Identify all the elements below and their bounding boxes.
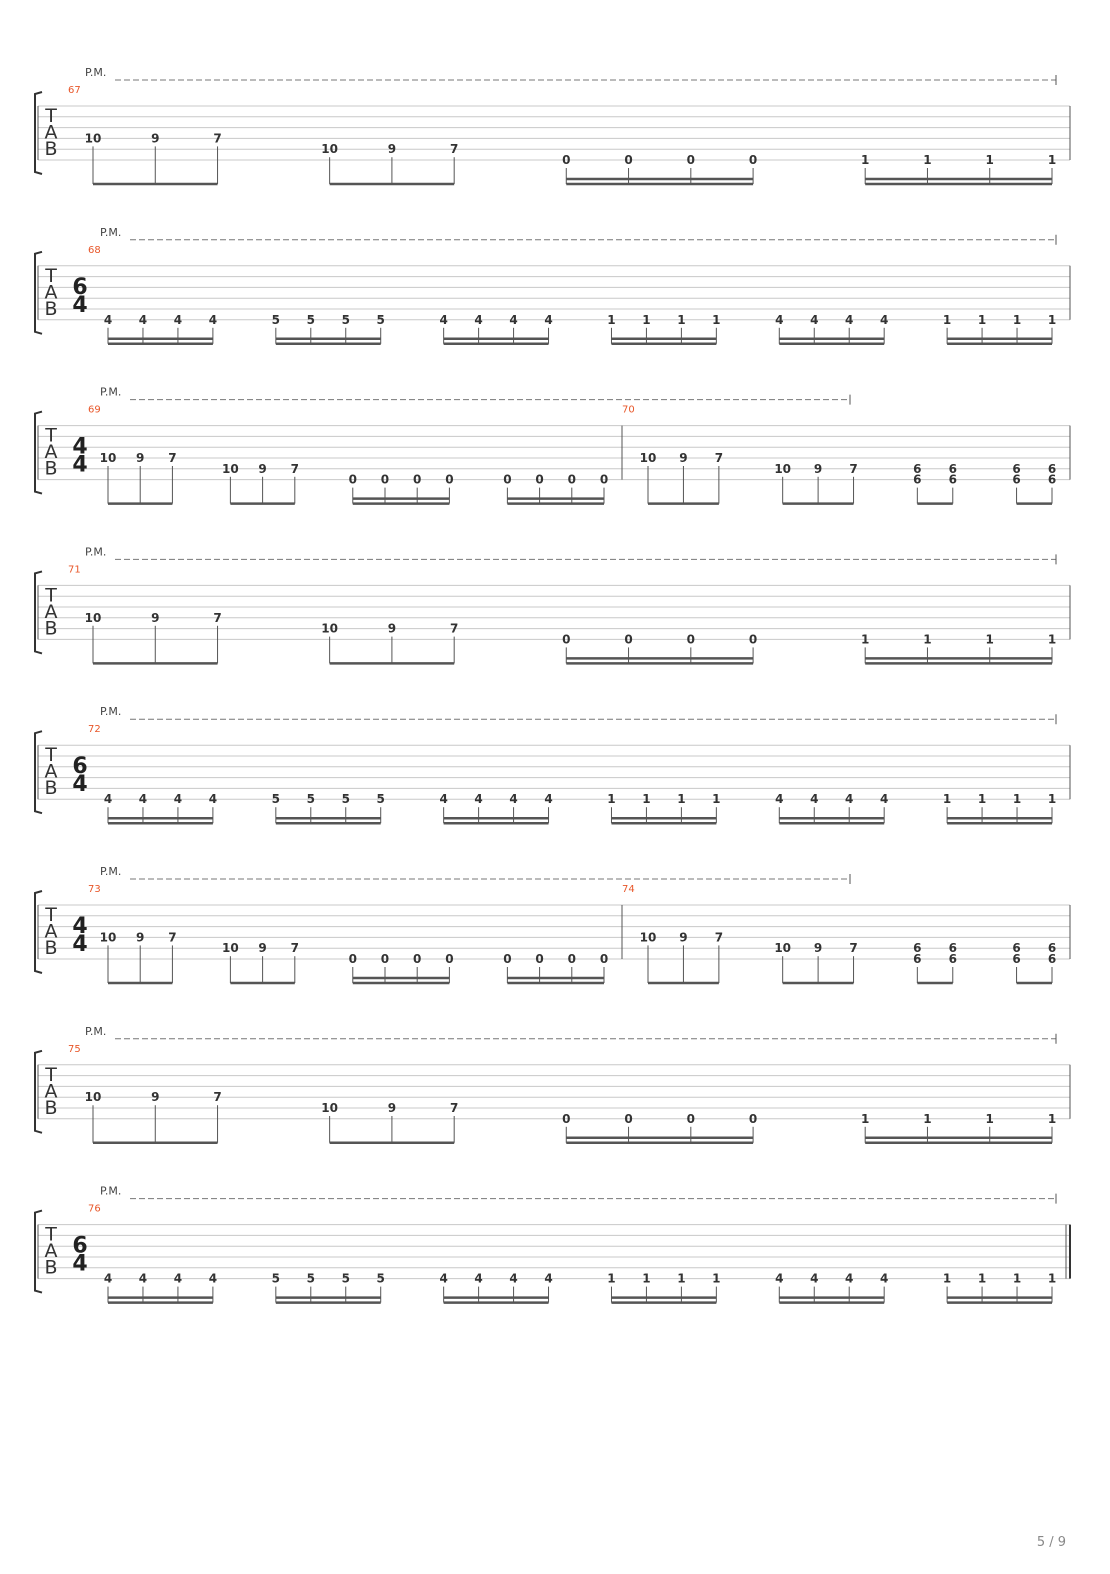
fret-number: 4 [879, 312, 889, 327]
fret-number: 4 [138, 792, 148, 807]
fret-number: 10 [84, 610, 102, 625]
fret-number: 0 [445, 952, 454, 966]
bar-number: 76 [88, 1203, 101, 1215]
fret-number: 6 [913, 461, 922, 476]
fret-number: 0 [624, 632, 633, 647]
tab-clef-letter: A [44, 281, 58, 304]
palm-mute-label: P.M. [100, 865, 122, 878]
palm-mute-label: P.M. [100, 385, 122, 399]
tab-clef-letter: T [45, 1063, 57, 1086]
palm-mute-label: P.M. [85, 66, 107, 79]
fret-number: 4 [775, 1271, 784, 1286]
fret-number: 0 [535, 952, 544, 966]
tab-clef-letter: A [44, 760, 58, 783]
fret-number: 5 [376, 312, 385, 327]
fret-number: 5 [341, 312, 350, 327]
fret-number: 9 [387, 1101, 397, 1115]
fret-number: 0 [413, 952, 422, 966]
palm-mute-label: P.M. [100, 225, 122, 239]
fret-number: 0 [624, 1111, 633, 1126]
fret-number: 1 [985, 153, 994, 167]
fret-number: 0 [445, 472, 454, 487]
fret-number: 4 [439, 312, 448, 327]
fret-number: 1 [923, 632, 932, 647]
fret-number: 4 [439, 1271, 448, 1286]
tab-clef-letter: T [45, 424, 57, 447]
fret-number: 4 [810, 312, 819, 327]
fret-number: 9 [136, 930, 145, 945]
fret-number: 6 [1047, 941, 1057, 956]
fret-number: 5 [306, 792, 315, 807]
fret-number: 10 [84, 131, 102, 146]
fret-number: 9 [151, 610, 160, 625]
fret-number: 5 [376, 792, 385, 807]
fret-number: 6 [1047, 952, 1057, 966]
time-signature-top: 4 [72, 434, 88, 460]
fret-number: 1 [1047, 153, 1057, 167]
tab-clef-letter: A [44, 920, 58, 943]
fret-number: 1 [977, 1271, 987, 1286]
fret-number: 9 [258, 941, 267, 956]
fret-number: 1 [985, 1111, 994, 1126]
fret-number: 9 [813, 461, 823, 476]
fret-number: 1 [677, 1271, 686, 1286]
fret-number: 10 [222, 461, 239, 476]
fret-number: 1 [942, 312, 952, 327]
fret-number: 7 [714, 451, 724, 465]
fret-number: 4 [509, 1271, 518, 1286]
fret-number: 1 [712, 1271, 721, 1286]
fret-number: 7 [450, 1101, 459, 1115]
page-number: 5 / 9 [1036, 1535, 1066, 1550]
fret-number: 0 [567, 472, 576, 487]
time-signature-bottom: 4 [72, 772, 88, 798]
fret-number: 6 [913, 472, 922, 487]
fret-number: 0 [535, 472, 544, 487]
fret-number: 4 [544, 792, 553, 807]
fret-number: 1 [977, 312, 987, 327]
fret-number: 9 [813, 941, 823, 956]
bar-number: 72 [88, 724, 101, 736]
fret-number: 7 [849, 941, 858, 956]
fret-number: 4 [474, 1271, 483, 1286]
fret-number: 1 [1047, 1271, 1057, 1286]
tab-clef-letter: B [44, 1096, 58, 1119]
fret-number: 0 [503, 952, 512, 966]
fret-number: 1 [1012, 792, 1022, 807]
fret-number: 4 [845, 1271, 854, 1286]
fret-number: 6 [1047, 461, 1057, 476]
fret-number: 1 [642, 312, 651, 327]
fret-number: 1 [642, 1271, 651, 1286]
fret-number: 1 [985, 632, 994, 647]
fret-number: 0 [599, 472, 609, 487]
fret-number: 10 [84, 1090, 102, 1105]
fret-number: 9 [387, 142, 397, 157]
fret-number: 4 [208, 792, 218, 807]
fret-number: 7 [450, 621, 459, 636]
fret-number: 1 [607, 1271, 616, 1286]
fret-number: 4 [474, 792, 483, 807]
fret-number: 6 [948, 941, 957, 956]
fret-number: 1 [607, 312, 616, 327]
palm-mute-label: P.M. [85, 1024, 107, 1038]
bar-number: 73 [88, 884, 101, 895]
fret-number: 1 [642, 792, 651, 807]
fret-number: 0 [413, 472, 422, 487]
fret-number: 7 [849, 461, 858, 476]
tab-clef-letter: A [44, 121, 58, 144]
fret-number: 4 [810, 1271, 819, 1286]
fret-number: 10 [321, 142, 338, 157]
fret-number: 4 [103, 792, 113, 807]
tab-clef-letter: B [44, 617, 58, 640]
tab-clef-letter: B [44, 457, 58, 480]
fret-number: 4 [810, 792, 819, 807]
fret-number: 9 [151, 1090, 160, 1105]
fret-number: 7 [290, 941, 299, 956]
fret-number: 4 [879, 1271, 889, 1286]
fret-number: 4 [439, 792, 448, 807]
tab-clef-letter: T [45, 584, 57, 607]
fret-number: 4 [509, 792, 518, 807]
fret-number: 10 [639, 451, 657, 465]
fret-number: 4 [879, 792, 889, 807]
fret-number: 7 [168, 930, 177, 945]
bar-number: 68 [88, 244, 101, 256]
fret-number: 1 [677, 312, 686, 327]
tab-clef-letter: A [44, 441, 58, 464]
fret-number: 6 [948, 472, 957, 487]
fret-number: 4 [173, 312, 183, 327]
fret-number: 7 [168, 451, 177, 465]
tab-clef-letter: A [44, 600, 58, 623]
fret-number: 1 [1012, 1271, 1022, 1286]
bar-number: 71 [68, 564, 81, 576]
fret-number: 0 [624, 153, 633, 167]
fret-number: 10 [774, 461, 792, 476]
fret-number: 7 [450, 142, 459, 157]
time-signature-top: 6 [72, 1233, 88, 1259]
fret-number: 4 [138, 1271, 148, 1286]
bar-number: 70 [622, 404, 635, 416]
tab-clef-letter: T [45, 744, 57, 767]
fret-number: 4 [775, 792, 784, 807]
tab-clef-letter: T [45, 105, 57, 127]
tab-clef-letter: A [44, 1240, 58, 1263]
fret-number: 0 [567, 952, 576, 966]
time-signature-bottom: 4 [72, 932, 88, 957]
fret-number: 1 [861, 1111, 870, 1126]
tab-clef-letter: B [44, 777, 58, 800]
fret-number: 6 [948, 952, 957, 966]
fret-number: 9 [679, 930, 688, 945]
fret-number: 0 [748, 153, 758, 167]
fret-number: 0 [348, 952, 357, 966]
tab-clef-letter: B [44, 1256, 58, 1279]
fret-number: 1 [712, 312, 721, 327]
fret-number: 7 [213, 1090, 222, 1105]
fret-number: 6 [948, 461, 957, 476]
fret-number: 4 [208, 1271, 218, 1286]
fret-number: 5 [376, 1271, 385, 1286]
fret-number: 7 [213, 610, 222, 625]
fret-number: 4 [474, 312, 483, 327]
time-signature-top: 4 [72, 914, 88, 939]
fret-number: 0 [686, 1111, 695, 1126]
fret-number: 10 [99, 930, 117, 945]
fret-number: 4 [103, 1271, 113, 1286]
tab-clef-letter: T [45, 1223, 57, 1246]
fret-number: 1 [1047, 312, 1057, 327]
fret-number: 0 [748, 632, 758, 647]
fret-number: 1 [942, 1271, 952, 1286]
fret-number: 5 [341, 1271, 350, 1286]
bar-number: 67 [68, 85, 81, 96]
fret-number: 9 [679, 451, 688, 465]
fret-number: 6 [1012, 472, 1021, 487]
fret-number: 0 [599, 952, 609, 966]
fret-number: 0 [503, 472, 512, 487]
fret-number: 9 [258, 461, 267, 476]
fret-number: 0 [380, 952, 390, 966]
fret-number: 4 [845, 792, 854, 807]
fret-number: 4 [208, 312, 218, 327]
fret-number: 4 [775, 312, 784, 327]
fret-number: 4 [173, 792, 183, 807]
fret-number: 6 [1047, 472, 1057, 487]
fret-number: 7 [714, 930, 724, 945]
fret-number: 0 [562, 153, 571, 167]
fret-number: 1 [861, 632, 870, 647]
fret-number: 1 [923, 153, 932, 167]
time-signature-top: 6 [72, 274, 88, 300]
fret-number: 6 [1012, 952, 1021, 966]
fret-number: 9 [387, 621, 397, 636]
fret-number: 7 [290, 461, 299, 476]
tab-clef-letter: T [45, 904, 57, 926]
tab-clef-letter: T [45, 264, 57, 287]
fret-number: 1 [607, 792, 616, 807]
fret-number: 6 [1012, 941, 1021, 956]
fret-number: 4 [103, 312, 113, 327]
fret-number: 0 [562, 1111, 571, 1126]
tab-clef-letter: B [44, 297, 58, 320]
palm-mute-label: P.M. [85, 545, 107, 559]
fret-number: 9 [151, 131, 160, 146]
fret-number: 10 [774, 941, 792, 956]
palm-mute-label: P.M. [100, 705, 122, 719]
time-signature-top: 6 [72, 754, 88, 780]
fret-number: 1 [977, 792, 987, 807]
fret-number: 1 [1047, 1111, 1057, 1126]
fret-number: 4 [138, 312, 148, 327]
fret-number: 5 [306, 1271, 315, 1286]
fret-number: 4 [544, 1271, 553, 1286]
fret-number: 1 [1012, 312, 1022, 327]
fret-number: 5 [271, 792, 281, 807]
fret-number: 9 [136, 451, 145, 465]
fret-number: 1 [861, 153, 870, 167]
fret-number: 5 [271, 312, 281, 327]
fret-number: 5 [341, 792, 350, 807]
fret-number: 10 [321, 1101, 338, 1115]
time-signature-bottom: 4 [72, 452, 88, 478]
fret-number: 10 [99, 451, 117, 465]
palm-mute-label: P.M. [100, 1184, 122, 1198]
fret-number: 1 [712, 792, 721, 807]
tab-clef-letter: B [44, 937, 58, 959]
fret-number: 6 [913, 941, 922, 956]
bar-number: 69 [88, 404, 101, 416]
fret-number: 5 [306, 312, 315, 327]
fret-number: 10 [321, 621, 338, 636]
fret-number: 6 [1012, 461, 1021, 476]
tab-clef-letter: A [44, 1080, 58, 1103]
fret-number: 4 [173, 1271, 183, 1286]
fret-number: 5 [271, 1271, 281, 1286]
fret-number: 10 [639, 930, 657, 945]
fret-number: 1 [923, 1111, 932, 1126]
fret-number: 0 [380, 472, 390, 487]
bar-number: 75 [68, 1043, 81, 1055]
fret-number: 0 [562, 632, 571, 647]
fret-number: 0 [348, 472, 357, 487]
fret-number: 1 [1047, 792, 1057, 807]
fret-number: 0 [686, 153, 695, 167]
tab-clef-letter: B [44, 138, 58, 160]
fret-number: 6 [913, 952, 922, 966]
fret-number: 10 [222, 941, 239, 956]
fret-number: 0 [748, 1111, 758, 1126]
fret-number: 4 [544, 312, 553, 327]
fret-number: 1 [942, 792, 952, 807]
fret-number: 4 [845, 312, 854, 327]
bar-number: 74 [622, 884, 635, 895]
time-signature-bottom: 4 [72, 1251, 88, 1277]
fret-number: 1 [1047, 632, 1057, 647]
fret-number: 1 [677, 792, 686, 807]
fret-number: 4 [509, 312, 518, 327]
time-signature-bottom: 4 [72, 292, 88, 318]
fret-number: 7 [213, 131, 222, 146]
fret-number: 0 [686, 632, 695, 647]
